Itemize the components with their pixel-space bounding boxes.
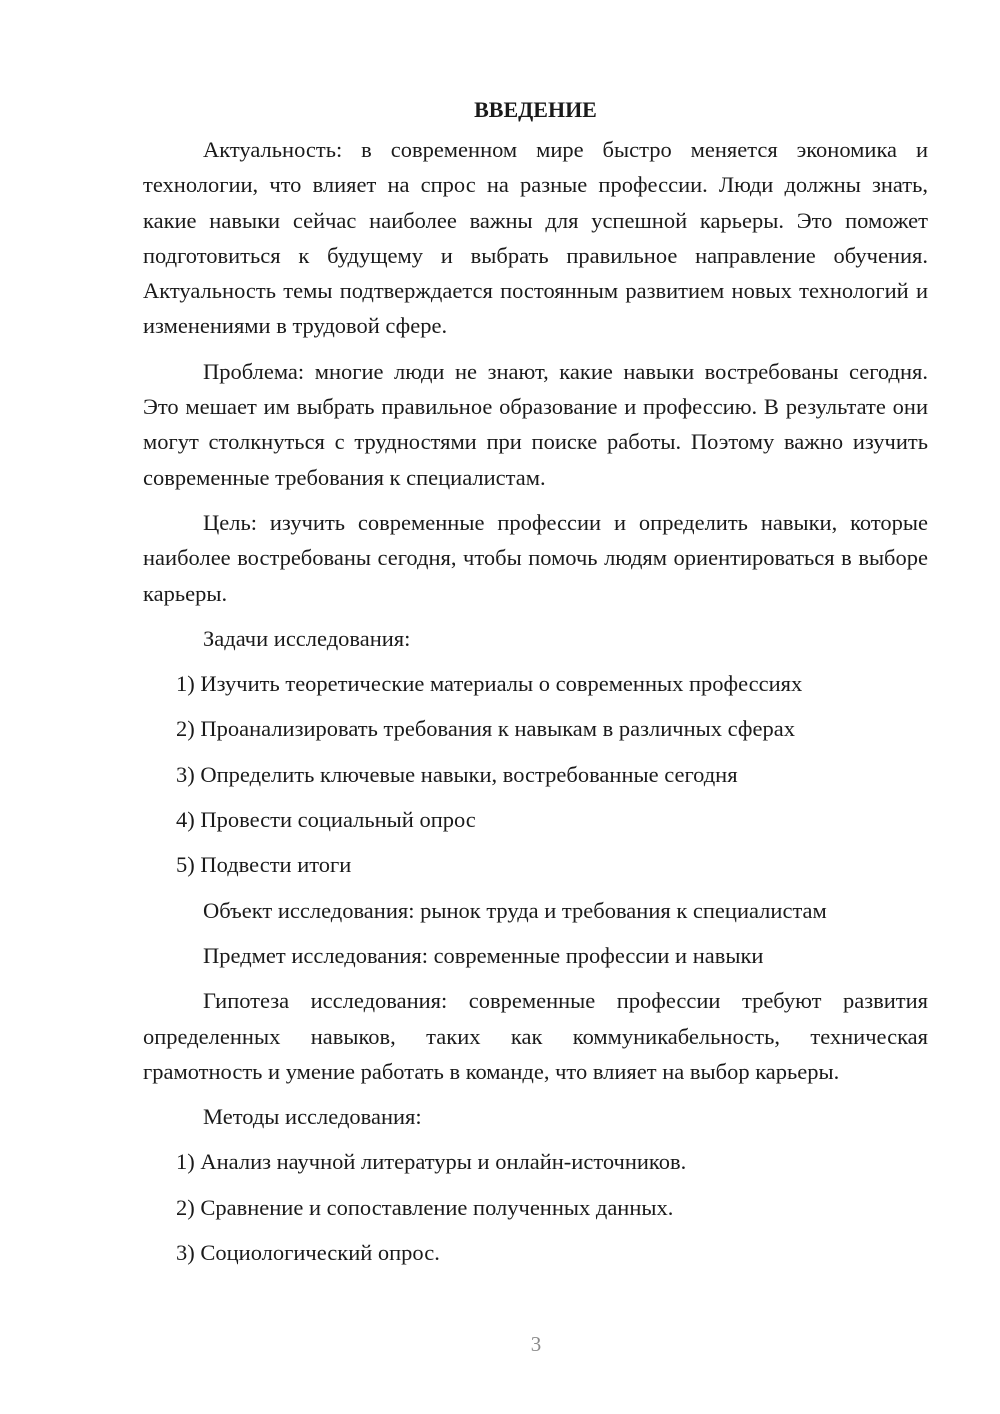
method-item: 1) Анализ научной литературы и онлайн-источников.	[176, 1149, 687, 1175]
tasks-list	[143, 666, 928, 882]
task-item: 2) Проанализировать требования к навыкам в различных сферах	[176, 716, 795, 742]
task-item: 4) Провести социальный опрос	[176, 807, 476, 833]
tasks-heading: Задачи исследования:	[203, 625, 411, 651]
relevance-paragraph: Актуальность: в современном мире быстро меняется экономика и технологии, что влияет на спрос на разные профессии. Люди должны знать, какие навыки сейчас наиболее важны для успешной карьеры. Это поможет подготовиться к будущему и выбрать правильное направление обучения. Актуальность темы подтверждается постоянным развитием новых технологий и изменениями в трудовой сфере.	[143, 137, 928, 339]
task-item: 5) Подвести итоги	[176, 852, 352, 878]
method-item: 2) Сравнение и сопоставление полученных данных.	[176, 1194, 674, 1220]
section-title: ВВЕДЕНИЕ	[474, 97, 597, 122]
object-line: Объект исследования: рынок труда и требования к специалистам	[203, 897, 827, 923]
subject-line: Предмет исследования: современные профессии и навыки	[203, 942, 764, 968]
goal-paragraph: Цель: изучить современные профессии и определить навыки, которые наиболее востребованы сегодня, чтобы помочь людям ориентироваться в выборе карьеры.	[143, 509, 928, 606]
methods-heading: Методы исследования:	[203, 1104, 422, 1130]
methods-list	[143, 1144, 928, 1270]
hypothesis-paragraph: Гипотеза исследования: современные профессии требуют развития определенных навыков, таких как коммуникабельность, техническая грамотность и умение работать в команде, что влияет на выбор карьеры.	[143, 988, 928, 1084]
page-number: 3	[530, 1332, 542, 1356]
task-item: 1) Изучить теоретические материалы о современных профессиях	[176, 671, 803, 697]
problem-paragraph: Проблема: многие люди не знают, какие навыки востребованы сегодня. Это мешает им выбрать правильное образование и профессию. В результате они могут столкнуться с трудностями при поиске работы. Поэтому важно изучить современные требования к специалистам.	[143, 358, 928, 490]
method-item: 3) Социологический опрос.	[176, 1240, 440, 1266]
page-content	[143, 92, 928, 1280]
task-item: 3) Определить ключевые навыки, востребованные сегодня	[176, 761, 738, 787]
